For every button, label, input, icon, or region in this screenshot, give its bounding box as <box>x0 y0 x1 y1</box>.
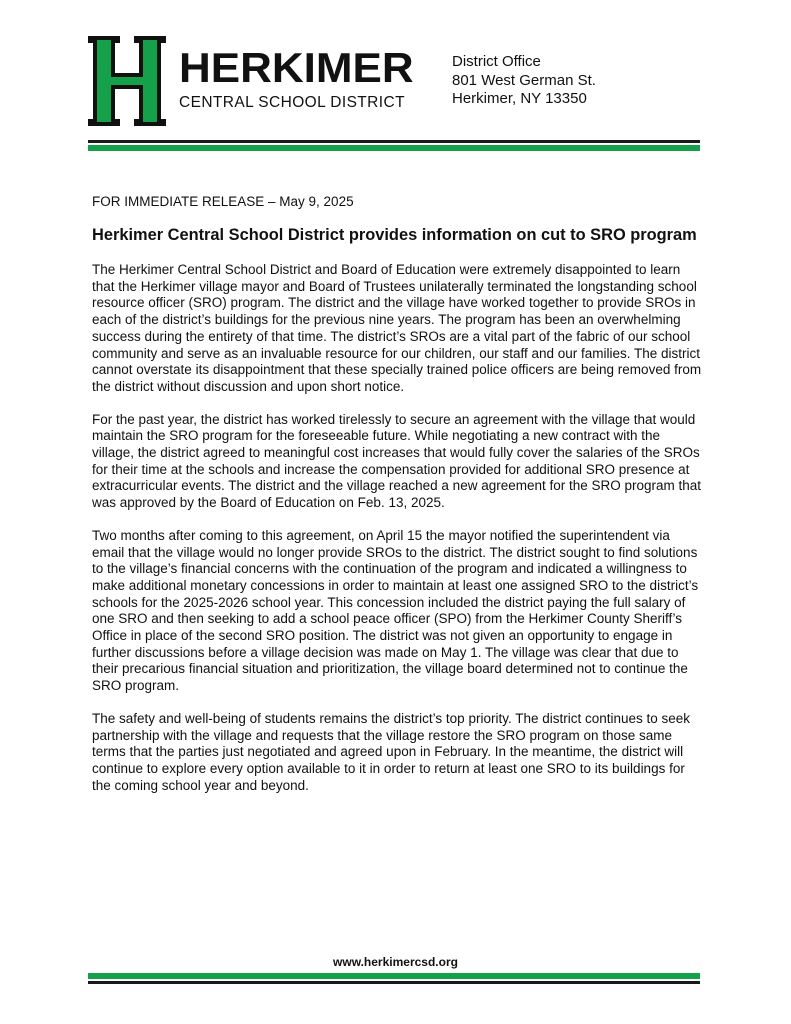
address-line-2: 801 West German St. <box>452 71 596 89</box>
paragraph-3: Two months after coming to this agreement, on April 15 the mayor notified the superintendent via email that the village would no longer provide SROs to the district. The district sought to find solutions to the village’s financial concerns with the continuation of the program and indicated a willingness to make additional monetary concessions in order to maintain at least one assigned SRO to the district’s schools for the 2025-2026 school year. This concession included the district paying the full salary of one SRO and then seeking to add a school peace officer (SPO) from the Herkimer County Sheriff’s Office in place of the second SRO position. The district was not given an opportunity to engage in further discussions before a village decision was made on May 1. The village was clear that due to their precarious financial situation and prioritization, the village board determined not to continue the SRO program. <box>92 527 699 694</box>
release-date-line: FOR IMMEDIATE RELEASE – May 9, 2025 <box>92 194 354 209</box>
brand-lockup <box>179 45 414 112</box>
footer-rule-black <box>88 981 700 984</box>
paragraph-1: The Herkimer Central School District and Board of Education were extremely disappointed to learn that the Herkimer village mayor and Board of Trustees unilaterally terminated the longstanding school resource officer (SRO) program. The district and the village have worked together to provide SROs in each of the district’s buildings for the previous nine years. The program has been an overwhelming success during the entirety of that time. The district’s SROs are a vital part of the fabric of our school community and serve as an invaluable resource for our children, our staff and our families. The district cannot overstate its disappointment that these specially trained police officers are being removed from the district without discussion and upon short notice. <box>92 262 702 394</box>
headline: Herkimer Central School District provides information on cut to SRO program <box>92 226 697 244</box>
address-line-3: Herkimer, NY 13350 <box>452 90 587 107</box>
brand-name: HERKIMER <box>179 45 414 92</box>
brand-subtitle: CENTRAL SCHOOL DISTRICT <box>179 94 405 111</box>
district-office-address <box>452 53 596 109</box>
herkimer-h-logo <box>88 36 166 126</box>
paragraph-2: For the past year, the district has worked tirelessly to secure an agreement with the village that would maintain the SRO program for the foreseeable future. While negotiating a new contract with the village, the district agreed to meaningful cost increases that would fully cover the salaries of the SROs for their time at the schools and increase the compensation provided for additional SRO presence at extracurricular events. The district and the village reached a new agreement for the SRO program that was approved by the Board of Education on Feb. 13, 2025. <box>92 411 702 511</box>
address-line-1: District Office <box>452 53 541 70</box>
header-rule-black <box>88 140 700 143</box>
paragraph-4: The safety and well-being of students remains the district’s top priority. The district continues to seek partnership with the village and requests that the village restore the SRO program on those same terms that the parties just negotiated and agreed upon in February. In the meantime, the district will continue to explore every option available to it in order to return at least one SRO to its buildings for the coming school year and beyond. <box>92 710 691 793</box>
footer-website-link[interactable]: www.herkimercsd.org <box>333 955 458 969</box>
header-rule-green <box>88 145 700 151</box>
press-release-body <box>92 194 704 810</box>
footer-rule-green <box>88 973 700 979</box>
